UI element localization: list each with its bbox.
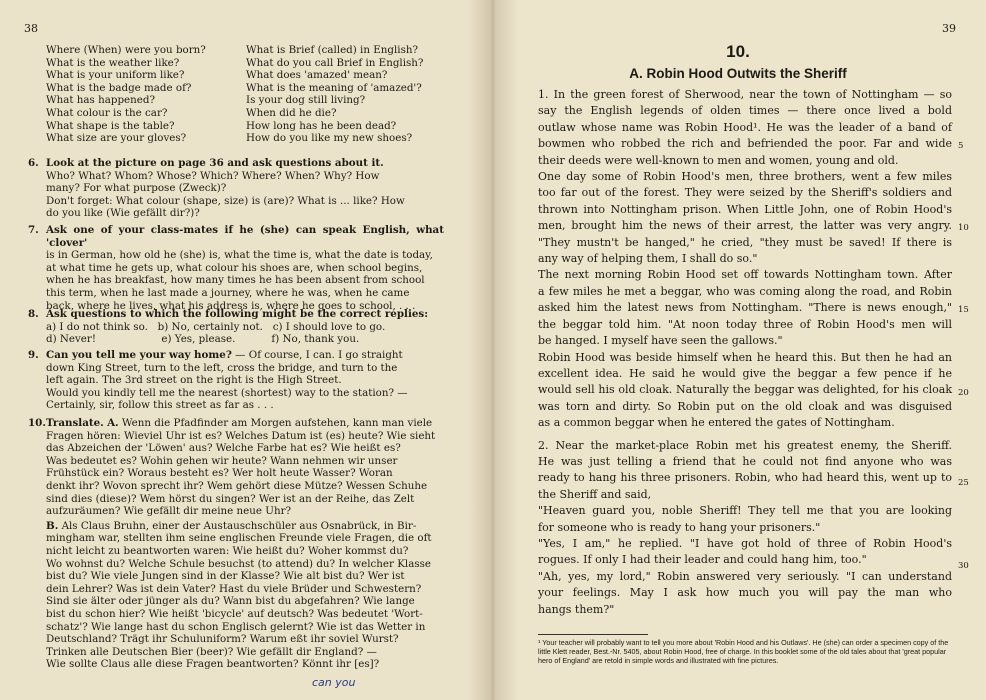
text-line: denkt ihr? Wovon sprecht ihr? Wem gehört diese Mütze? Wessen Schuhe — [46, 479, 428, 492]
exercise-7: 7. Ask one of your class-mates if he (she) can speak English, what 'clover' is in German, how old he (she) is, what the time is, what the date is today, at what time he gets up, what colour his shoes are, when school begins, when he has breakfast, how many times he has been absent from school this term, when he last made a journey, where he was, when he came back, where he lives, what his address is, where he goes to school, . . . — [28, 224, 444, 312]
question-row — [46, 120, 446, 133]
text-line: Who? What? Whom? Whose? Which? Where? When? Why? How — [46, 169, 380, 182]
story-line: any way of helping them, I shall do so." — [538, 252, 758, 266]
story-line: your feelings. May I ask how much you will pay the man who — [538, 586, 952, 600]
exercise-9-lead: Can you tell me your way home? — [46, 349, 232, 361]
text-line: d) Never! e) Yes, please. f) No, thank you. — [46, 333, 360, 346]
story-line: say the English legends of olden times — there once lived a bold — [538, 104, 952, 118]
story-line: The next morning Robin Hood set off towards Nottingham town. After — [538, 268, 952, 282]
question-text: Is your dog still living? — [246, 94, 366, 107]
question-row — [46, 69, 446, 82]
story-line: "Heaven guard you, noble Sheriff! They tell me that you are looking — [538, 504, 952, 518]
story-line: "Ah, yes, my lord," Robin answered very seriously. "I can understand — [538, 569, 952, 583]
line-number: 30 — [958, 561, 969, 571]
exercise-6-lines — [46, 170, 444, 220]
question-text: What is Brief (called) in English? — [246, 44, 419, 56]
story-line: rogues. If only I had their leader and could hang him, too." — [538, 553, 867, 567]
text-line: Deutschland? Trägt ihr Schuluniform? Warum eßt ihr soviel Wurst? — [46, 633, 399, 646]
text-line: this term, when he last made a journey, where he was, when he came — [46, 286, 410, 299]
text-line: a) I do not think so. b) No, certainly not. c) I should love to go. — [46, 320, 386, 333]
left-page — [0, 0, 490, 700]
part-b-label: B. — [46, 519, 59, 532]
text-line: bist du? Wie viele Jungen sind in der Klasse? Wie alt bist du? Wer ist — [46, 570, 405, 583]
story-line: was torn and dirty. So Robin put on the old cloak and was disguised — [538, 399, 952, 413]
story-line: asked him the latest news from Nottingham. "There is news enough," — [538, 301, 952, 315]
question-text: When did he die? — [246, 106, 337, 119]
story-line: bowmen who robbed the rich and befriended the poor. Far and wide — [538, 137, 952, 151]
footnote: ¹ Your teacher will probably want to tell you more about 'Robin Hood and his Outlaws'. He (she) can order a specimen copy of the little Klett reader, Best.-Nr. 5405, about Robin Hood, free of charge. In this booklet some of the old tales about that 'great popular hero of England' are retold in simple words and illustrated with fine pictures. — [538, 634, 954, 665]
question-text: What is the badge made of? — [46, 81, 192, 94]
exercise-10: 10. Translate. A. Wenn die Pfadfinder am Morgen aufstehen, kann man viele Fragen hören: Wieviel Uhr ist es? Welches Datum ist (es) heute? Wie sieht das Abzeichen der 'Löwen' aus? Welche Farbe hat es? Wie heißt es? Was bedeutet es? Wohin gehen wir heute? Wann nehmen wir unser Frühstück ein? Woraus besteht es? Wer holt heute Wasser? Woran denkt ihr? Wovon sprecht ihr? Wem gehört diese Mütze? Wessen Schuhe sind dies (diese)? Wem hörst du singen? Wer ist an der Reihe, das Zelt aufzuräumen? Wie gefällt dir meine neue Uhr? B. Als Claus Bruhn, einer der Austauschschüler aus Osnabrück, in Bir- mingham war, stellten ihm seine englischen Freunde viele Fragen, die oft nicht leicht zu beantworten waren: Wie heißt du? Woher kommst du? Wo wohnst du? Welche Schule besuchst (to attend) du? In welcher Klasse bist du? Wie viele Jungen sind in der Klasse? Wie alt bist du? Wer ist dein Lehrer? Was ist dein Vater? Hast du viele Brüder und Schwestern? Sind sie älter oder jünger als du? Wann bist du abgefahren? Wie lange bist du schon hier? Wie heißt 'bicycle' auf deutsch? Was bedeutet 'Wort- schatz'? Wie lange hast du schon Englisch gelernt? Wie ist das Wetter in Deutschland? Trägt ihr Schuluniform? Warum eßt ihr soviel Wurst? Trinken alle Deutschen Bier (beer)? Wie gefällt dir England? — Wie sollte Claus alle diese Fragen beantworten? Könnt ihr [es]? — [24, 417, 444, 671]
page-number-right: 39 — [942, 22, 956, 35]
story-line: ready to hang his three prisoners. Robin, who had heard this, went up to — [538, 471, 952, 485]
text-line: sind dies (diese)? Wem hörst du singen? Wer ist an der Reihe, das Zelt — [46, 492, 415, 505]
footnote-rule — [538, 634, 648, 635]
question-text: What size are your gloves? — [46, 132, 187, 145]
text-line: Trinken alle Deutschen Bier (beer)? Wie gefällt dir England? — — [46, 645, 377, 658]
handwritten-note: can you — [312, 676, 356, 689]
story-text — [538, 87, 952, 618]
story-line: 1. In the green forest of Sherwood, near the town of Nottingham — so — [538, 88, 952, 101]
question-text: Where (When) were you born? — [46, 44, 206, 56]
question-text: What has happened? — [46, 94, 155, 107]
text-line: do you like (Wie gefällt dir?)? — [46, 207, 200, 220]
exercise-8-lines — [46, 321, 444, 346]
text-line: when he has breakfast, how many times he has been absent from school — [46, 274, 425, 287]
text-line: left again. The 3rd street on the right is the High Street. — [46, 374, 342, 387]
question-list — [46, 44, 446, 145]
story-line: the Sheriff and said, — [538, 487, 652, 501]
story-line: too far out of the forest. They were seized by the Sheriff's soldiers and — [538, 186, 952, 200]
line-number: 20 — [958, 388, 969, 398]
question-row — [46, 132, 446, 145]
text-line: Wie sollte Claus alle diese Fragen beantworten? Könnt ihr [es]? — [46, 658, 380, 671]
question-text: What colour is the car? — [46, 106, 168, 119]
story-line: would sell his old cloak. Naturally the beggar was delighted, for his cloak — [538, 383, 952, 397]
story-line: thrown into Nottingham prison. When Little John, one of Robin Hood's — [538, 202, 952, 216]
text-line: at what time he gets up, what colour his shoes are, when school begins, — [46, 261, 423, 274]
part-a-label: A. — [107, 417, 119, 429]
exercise-9: 9. Can you tell me your way home? — Of course, I can. I go straight down King Street, turn to the left, cross the bridge, and turn to the left again. The 3rd street on the right is the High Street. Would you kindly tell me the nearest (shortest) way to the station? — Certainly, sir, follow this street as far as . . . — [24, 349, 444, 412]
story-line: men, brought him the news of their arrest, the latter was very angry. — [538, 219, 952, 233]
line-number: 15 — [958, 305, 969, 315]
text-line: Fragen hören: Wieviel Uhr ist es? Welches Datum ist (es) heute? Wie sieht — [46, 429, 436, 442]
exercise-6: 6. Look at the picture on page 36 and ask questions about it. Who? What? Whom? Whose? Which? Where? When? Why? How many? For what purpose (Zweck)? Don't forget: What colour (shape, size) is (are)? What is ... like? How do you like (Wie gefällt dir?)? — [24, 157, 444, 220]
question-text: What is the meaning of 'amazed'? — [246, 81, 422, 94]
question-text: What do you call Brief in English? — [246, 56, 424, 69]
text-line: Would you kindly tell me the nearest (shortest) way to the station? — — [46, 386, 408, 399]
line-number: 25 — [958, 478, 969, 488]
right-page — [490, 0, 986, 700]
exercise-10-lead: Translate. — [46, 417, 104, 429]
text-line: many? For what purpose (Zweck)? — [46, 182, 227, 195]
text-line: mingham war, stellten ihm seine englischen Freunde viele Fragen, die oft — [46, 532, 432, 545]
question-row — [46, 44, 446, 57]
exercise-7-lines — [46, 249, 444, 312]
story-line: 2. Near the market-place Robin met his greatest enemy, the Sheriff. — [538, 438, 952, 452]
part-a-lines — [46, 430, 444, 518]
chapter-number: 10. — [726, 42, 750, 61]
line-number: 10 — [958, 223, 969, 233]
question-text: What is your uniform like? — [46, 69, 185, 82]
exercise-7-lead: Ask one of your class-mates if he (she) can speak English, what 'clover' — [46, 224, 444, 249]
question-row — [46, 57, 446, 70]
text-line: dein Lehrer? Was ist dein Vater? Hast du viele Brüder und Schwestern? — [46, 582, 422, 595]
text-line: Sind sie älter oder jünger als du? Wann bist du abgefahren? Wie lange — [46, 595, 415, 608]
story-line: hangs them?" — [538, 602, 615, 616]
question-text: What is the weather like? — [46, 56, 180, 69]
paragraph-1 — [538, 87, 952, 432]
page-number-left: 38 — [24, 22, 38, 35]
story-line: be hanged. I myself have seen the gallows." — [538, 334, 783, 348]
question-text: How do you like my new shoes? — [246, 132, 413, 145]
question-row — [46, 107, 446, 120]
text-line: Certainly, sir, follow this street as far as . . . — [46, 399, 274, 412]
story-line: He was just telling a friend that he could not find anyone who was — [538, 454, 952, 468]
story-line: outlaw whose name was Robin Hood¹. He was the leader of a band of — [538, 120, 952, 134]
part-b-lines — [46, 532, 444, 671]
exercise-8: 8. Ask questions to which the following might be the correct replies: a) I do not think so. b) No, certainly not. c) I should love to go. d) Never! e) Yes, please. f) No, thank you. — [24, 308, 444, 346]
story-line: "They mustn't be hanged," he cried, "they must be saved! If there is — [538, 235, 952, 249]
paragraph-2 — [538, 438, 952, 618]
story-line: Robin Hood was beside himself when he heard this. But then he had an — [538, 350, 952, 364]
story-line: their deeds were well-known to men and women, young and old. — [538, 153, 899, 167]
story-line: a few miles he met a beggar, who was coming along the road, and Robin — [538, 284, 952, 298]
text-line: down King Street, turn to the left, cross the bridge, and turn to the — [46, 361, 398, 374]
exercise-8-lead: Ask questions to which the following might be the correct replies: — [46, 308, 429, 320]
text-line: das Abzeichen der 'Löwen' aus? Welche Farbe hat es? Wie heißt es? — [46, 442, 401, 455]
question-row — [46, 94, 446, 107]
story-line: One day some of Robin Hood's men, three brothers, went a few miles — [538, 170, 952, 184]
text-line: nicht leicht zu beantworten waren: Wie heißt du? Woher kommst du? — [46, 544, 409, 557]
exercise-6-lead: Look at the picture on page 36 and ask questions about it. — [46, 157, 384, 169]
text-line: Was bedeutet es? Wohin gehen wir heute? Wann nehmen wir unser — [46, 454, 398, 467]
text-line: Wo wohnst du? Welche Schule besuchst (to attend) du? In welcher Klasse — [46, 557, 431, 570]
text-line: Don't forget: What colour (shape, size) is (are)? What is ... like? How — [46, 194, 405, 207]
story-line: "Yes, I am," he replied. "I have got hold of three of Robin Hood's — [538, 536, 952, 550]
story-line: for someone who is ready to hang your prisoners." — [538, 520, 821, 534]
question-text: How long has he been dead? — [246, 119, 397, 132]
text-line: back, where he lives, what his address is, where he goes to school, . . . — [46, 299, 416, 312]
story-line: as a common beggar when he entered the gates of Nottingham. — [538, 416, 895, 430]
question-text: What does 'amazed' mean? — [246, 69, 388, 82]
story-line: excellent idea. He said he would give the beggar a few pence if he — [538, 366, 952, 380]
text-line: is in German, how old he (she) is, what the time is, what the date is today, — [46, 249, 433, 262]
line-number: 5 — [958, 141, 964, 151]
question-text: What shape is the table? — [46, 119, 175, 132]
text-line: bist du schon hier? Wie heißt 'bicycle' auf deutsch? Was bedeutet 'Wort- — [46, 607, 423, 620]
story-title: A. Robin Hood Outwits the Sheriff — [629, 66, 847, 81]
question-row — [46, 82, 446, 95]
text-line: aufzuräumen? Wie gefällt dir meine neue Uhr? — [46, 505, 292, 518]
exercise-9-lines — [46, 362, 444, 412]
story-line: the beggar told him. "At noon today three of Robin Hood's men will — [538, 317, 952, 331]
text-line: schatz'? Wie lange hast du schon Englisch gelernt? Wie ist das Wetter in — [46, 620, 426, 633]
text-line: Frühstück ein? Woraus besteht es? Wer holt heute Wasser? Woran — [46, 467, 393, 480]
